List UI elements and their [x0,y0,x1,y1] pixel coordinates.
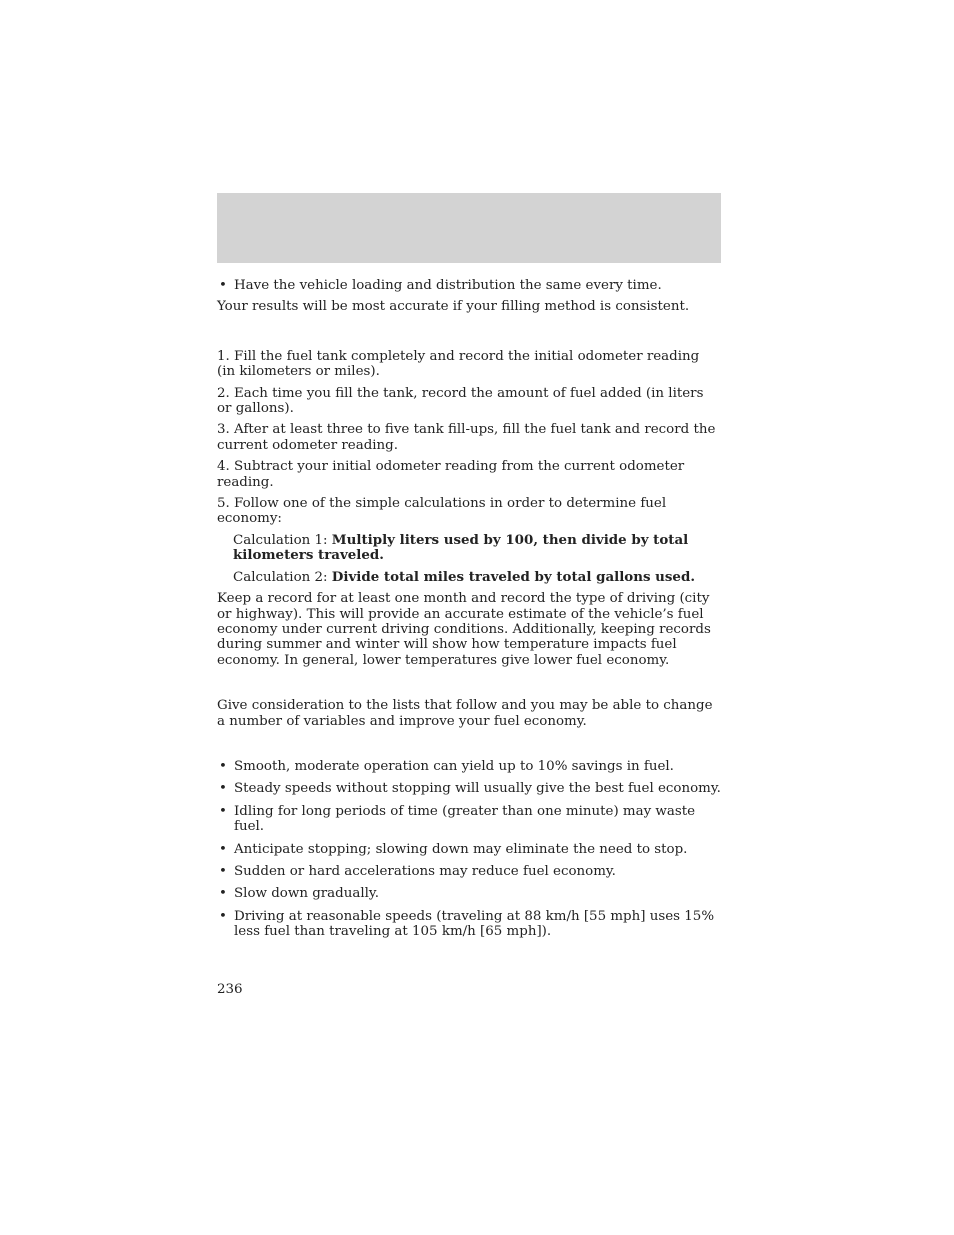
calculation-2 [217,570,721,585]
list-item [217,759,721,774]
bullet-icon: • [219,863,227,879]
step-5: 5. Follow one of the simple calculations in order to determine fuel economy: [217,496,667,527]
bullet-icon: • [219,886,227,902]
step-1: 1. Fill the fuel tank completely and record the initial odometer reading (in kilometers or miles). [217,348,700,380]
list-item [217,842,721,857]
step-2: 2. Each time you fill the tank, record the amount of fuel added (in liters or gallons). [217,385,704,417]
bullet-icon: • [219,758,227,774]
bullet-icon: • [219,278,227,293]
list-item [217,278,721,293]
list-item [217,909,721,940]
tip-text: Anticipate stopping; slowing down may eliminate the need to stop. [234,841,688,857]
bullet-icon: • [219,908,227,924]
intro-note: Your results will be most accurate if your filling method is consistent. [217,299,690,315]
consideration-paragraph: Give consideration to the lists that follow and you may be able to change a number of variables and improve your fuel economy. [217,698,713,729]
page-content [217,278,721,947]
bullet-icon: • [219,781,227,797]
calculation-1-label: Calculation 1: [233,532,332,548]
step-3: 3. After at least three to five tank fill-ups, fill the fuel tank and record the current odometer reading. [217,422,716,453]
calculation-2-formula: Divide total miles traveled by total gallons used. [331,568,695,585]
list-item [217,781,721,796]
list-item [217,886,721,901]
tip-text: Driving at reasonable speeds (traveling at 88 km/h [55 mph] uses 15% less fuel than traveling at 105 km/h [65 mph]). [234,908,715,940]
bullet-icon: • [219,803,227,819]
tips-list [217,759,721,940]
tip-text: Sudden or hard accelerations may reduce fuel economy. [234,863,616,879]
tip-text: Steady speeds without stopping will usually give the best fuel economy. [234,781,721,797]
calculation-1-formula: Multiply liters used by 100, then divide by total kilometers traveled. [233,531,689,564]
list-item [217,804,721,835]
section-header-band [217,193,721,263]
calculation-1 [217,533,721,564]
record-paragraph: Keep a record for at least one month and record the type of driving (city or highway). This will provide an accurate estimate of the vehicle’s fuel economy under current driving conditions. Additionally, keeping records during summer and winter will show how temperature impacts fuel economy. In general, lower temperatures give lower fuel economy. [217,591,711,668]
tip-text: Smooth, moderate operation can yield up to 10% savings in fuel. [234,758,674,774]
tip-text: Slow down gradually. [234,886,379,902]
tip-text: Idling for long periods of time (greater than one minute) may waste fuel. [234,803,696,835]
list-item [217,864,721,879]
calculation-2-label: Calculation 2: [233,569,332,585]
intro-list [217,278,721,293]
step-4: 4. Subtract your initial odometer reading from the current odometer reading. [217,459,685,490]
steps-section [217,349,721,668]
intro-bullet-text: Have the vehicle loading and distribution the same every time. [234,278,662,293]
bullet-icon: • [219,841,227,857]
page-number: 236 [217,982,243,997]
